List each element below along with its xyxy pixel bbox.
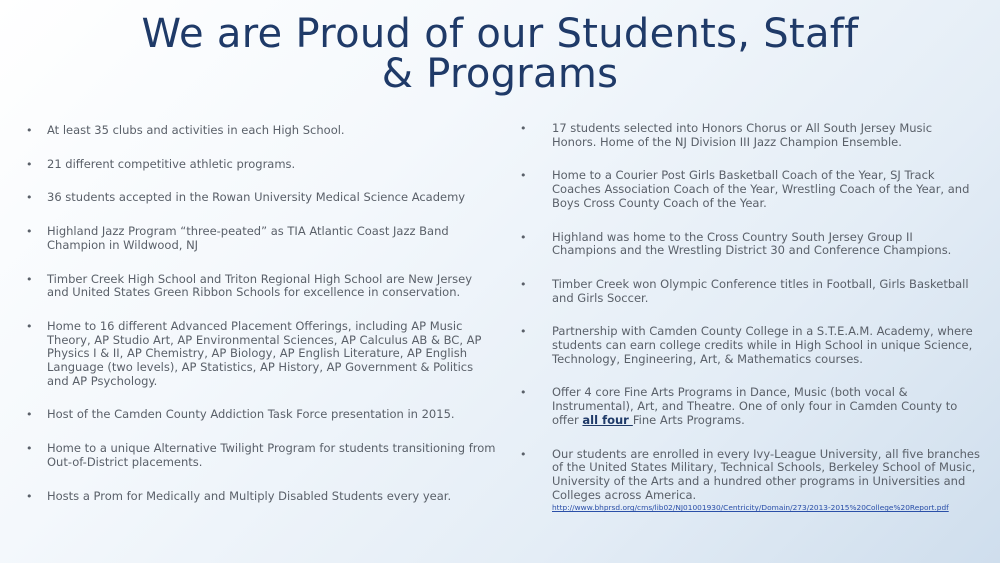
bullet-icon: • — [26, 272, 33, 286]
list-item-text: Host of the Camden County Addiction Task Force presentation in 2015. — [47, 407, 455, 422]
list-item-text: Our students are enrolled in every Ivy-League University, all five branches of the United States Military, Technical Schools, Berkeley School of Music, University of the Arts and a hundred other programs in Universities and Colleges across America. — [552, 446, 980, 502]
list-item-text: Partnership with Camden County College in a S.T.E.A.M. Academy, where students can earn college credits while in High School in unique Science, Technology, Engineering, Art, & Mathematics courses. — [552, 324, 973, 366]
bullet-icon: • — [520, 325, 527, 339]
all-four-link[interactable]: all four — [582, 412, 633, 427]
list-item-text: Highland was home to the Cross Country South Jersey Group II Champions and the Wrestling District 30 and Conference Champions. — [552, 229, 952, 258]
list-item — [26, 442, 496, 469]
slide-title-line-1: We are Proud of our Students, Staff — [141, 11, 859, 57]
list-item — [26, 320, 496, 389]
left-bullet-list — [26, 124, 496, 523]
list-item — [26, 273, 496, 300]
list-item — [26, 191, 496, 205]
right-bullet-list — [520, 122, 980, 532]
bullet-icon: • — [26, 319, 33, 333]
list-item-text: Home to 16 different Advanced Placement Offerings, including AP Music Theory, AP Studio Art, AP Environmental Sciences, AP Calculus AB & BC, AP Physics I & II, AP Chemistry, AP Biology, AP English Literature, AP English Language (two levels), AP Statistics, AP History, AP Government & Politics and AP Psychology. — [47, 318, 482, 388]
list-item-text: Home to a unique Alternative Twilight Program for students transitioning from Out-of-District placements. — [47, 441, 496, 469]
bullet-icon: • — [520, 277, 527, 291]
list-item — [520, 231, 980, 258]
bullet-icon: • — [520, 447, 527, 461]
bullet-icon: • — [26, 191, 33, 205]
slide-title-line-2: & Programs — [381, 51, 619, 97]
list-item-text: Home to a Courier Post Girls Basketball Coach of the Year, SJ Track Coaches Association Coach of the Year, Wrestling Coach of the Year, and Boys Cross County Coach of the Year. — [552, 168, 970, 210]
list-item-text: Hosts a Prom for Medically and Multiply Disabled Students every year. — [47, 488, 452, 503]
list-item — [520, 169, 980, 210]
bullet-icon: • — [26, 408, 33, 422]
list-item — [26, 490, 496, 504]
bullet-icon: • — [26, 225, 33, 239]
list-item-text: Timber Creek won Olympic Conference titles in Football, Girls Basketball and Girls Soccer. — [552, 276, 969, 305]
list-item-text: 17 students selected into Honors Chorus or All South Jersey Music Honors. Home of the NJ Division III Jazz Champion Ensemble. — [552, 121, 933, 149]
list-item-text-after: Fine Arts Programs. — [632, 412, 745, 427]
list-item — [520, 325, 980, 366]
list-item — [520, 278, 980, 305]
slide-title — [0, 11, 1000, 97]
list-item-text: 36 students accepted in the Rowan University Medical Science Academy — [47, 190, 466, 205]
bullet-icon: • — [26, 124, 33, 137]
bullet-icon: • — [26, 489, 33, 503]
list-item — [26, 158, 496, 172]
bullet-icon: • — [520, 122, 527, 135]
list-item — [520, 122, 980, 149]
list-item-text: Timber Creek High School and Triton Regional High School are New Jersey and United States Green Ribbon Schools for excellence in conservation. — [47, 271, 473, 300]
list-item — [26, 124, 496, 138]
list-item-text: Highland Jazz Program “three-peated” as TIA Atlantic Coast Jazz Band Champion in Wildwood, NJ — [47, 224, 449, 252]
list-item — [520, 386, 980, 427]
list-item — [26, 225, 496, 252]
list-item — [26, 408, 496, 422]
bullet-icon: • — [520, 386, 527, 400]
bullet-icon: • — [26, 157, 33, 171]
bullet-icon: • — [26, 442, 33, 456]
list-item-text-before: Offer 4 core Fine Arts Programs in Dance, Music (both vocal & Instrumental), Art, and Theatre. One of only four in Camden County to offer — [552, 385, 958, 427]
bullet-icon: • — [520, 230, 527, 244]
bullet-icon: • — [520, 169, 527, 183]
list-item — [520, 448, 980, 513]
list-item-text: At least 35 clubs and activities in each High School. — [47, 123, 345, 137]
list-item-text: 21 different competitive athletic programs. — [47, 156, 296, 171]
college-report-link[interactable]: http://www.bhprsd.org/cms/lib02/NJ01001930/Centricity/Domain/273/2013-2015%20College%20Report.pdf — [552, 503, 949, 513]
